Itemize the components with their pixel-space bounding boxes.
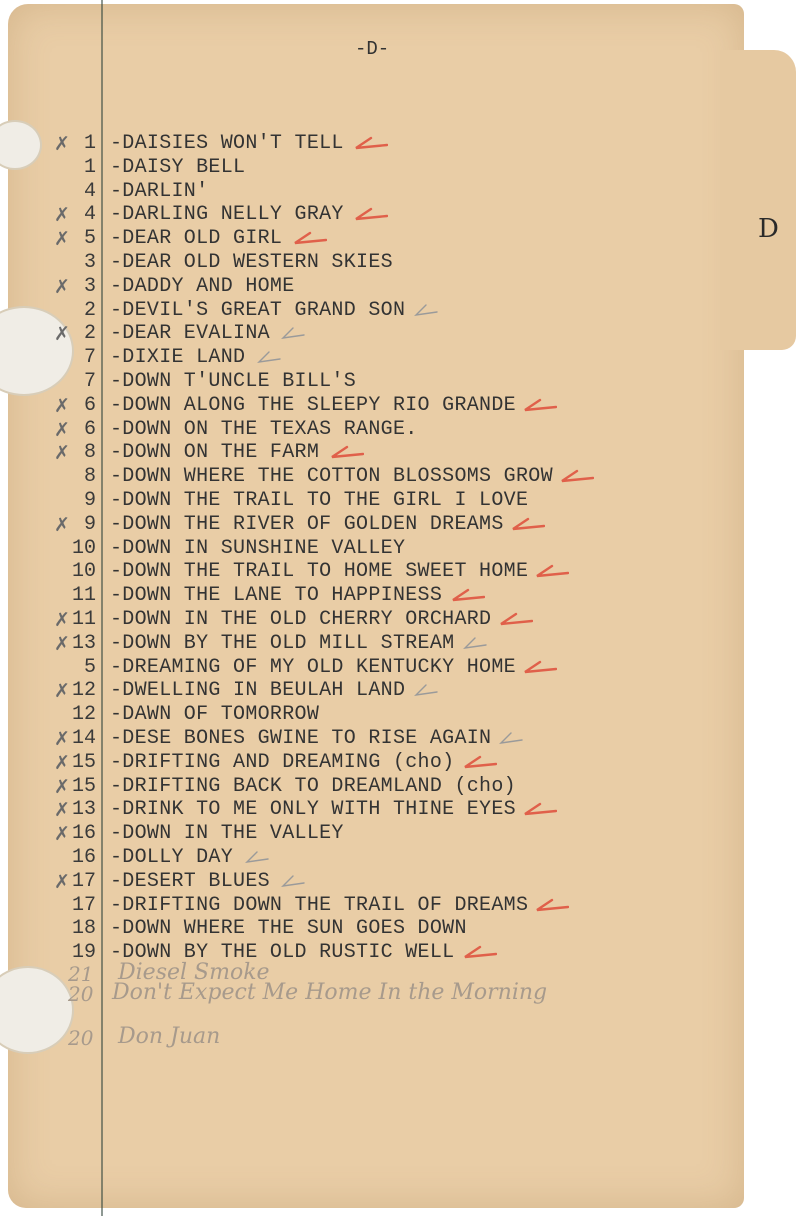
check-mark-icon bbox=[463, 636, 487, 652]
list-item bbox=[0, 560, 720, 584]
page-number: 19 bbox=[71, 941, 96, 965]
check-mark-icon bbox=[414, 303, 438, 319]
tab-letter: D bbox=[758, 214, 779, 244]
list-item bbox=[0, 275, 720, 299]
page-number: 16 bbox=[71, 822, 96, 846]
check-mark-icon bbox=[535, 564, 569, 580]
list-item bbox=[0, 465, 720, 489]
song-title: -DOWN ON THE TEXAS RANGE. bbox=[110, 417, 418, 441]
list-item bbox=[0, 584, 720, 608]
list-item bbox=[0, 489, 720, 513]
check-mark-icon bbox=[560, 469, 594, 485]
page-number: 1 bbox=[83, 132, 96, 155]
x-mark-icon: ✗ bbox=[54, 680, 70, 703]
x-mark-icon: ✗ bbox=[54, 775, 70, 798]
song-title: -DOWN IN THE VALLEY bbox=[110, 822, 344, 846]
index-tab bbox=[720, 50, 796, 350]
song-title: -DOWN IN THE OLD CHERRY ORCHARD bbox=[110, 608, 492, 631]
list-item bbox=[0, 775, 720, 799]
song-title: -DEAR OLD WESTERN SKIES bbox=[110, 251, 393, 274]
x-mark-icon: ✗ bbox=[54, 133, 70, 155]
list-item bbox=[0, 394, 720, 418]
list-item bbox=[0, 656, 720, 680]
check-mark-icon bbox=[293, 231, 327, 247]
list-item bbox=[0, 703, 720, 727]
list-item bbox=[0, 537, 720, 561]
page-number: 2 bbox=[83, 322, 96, 346]
check-mark-icon bbox=[499, 731, 523, 747]
list-item bbox=[0, 251, 720, 275]
song-title: -DOWN BY THE OLD RUSTIC WELL bbox=[110, 941, 455, 965]
song-title: -DESERT BLUES bbox=[110, 869, 270, 893]
page-number: 12 bbox=[71, 703, 96, 727]
page-number: 15 bbox=[71, 774, 96, 798]
x-mark-icon: ✗ bbox=[54, 394, 70, 417]
check-mark-icon bbox=[463, 755, 497, 771]
page-number: 5 bbox=[83, 227, 96, 251]
song-title: -DOWN THE TRAIL TO HOME SWEET HOME bbox=[110, 560, 529, 584]
x-mark-icon: ✗ bbox=[54, 870, 70, 893]
x-mark-icon: ✗ bbox=[54, 751, 70, 774]
song-title: -DIXIE LAND bbox=[110, 346, 246, 370]
song-title: -DARLIN' bbox=[110, 179, 209, 203]
page-number: 7 bbox=[83, 346, 96, 370]
page-number: 12 bbox=[71, 679, 96, 703]
page-number: 4 bbox=[83, 203, 96, 227]
page-number: 8 bbox=[83, 465, 96, 489]
song-title: -DOWN BY THE OLD MILL STREAM bbox=[110, 631, 455, 655]
list-item bbox=[0, 608, 720, 632]
check-mark-icon bbox=[257, 350, 281, 366]
list-item bbox=[0, 679, 720, 703]
check-mark-icon bbox=[523, 802, 557, 818]
song-title: -DADDY AND HOME bbox=[110, 274, 295, 298]
list-item bbox=[0, 513, 720, 537]
list-item bbox=[0, 156, 720, 180]
page-number: 3 bbox=[83, 274, 96, 298]
list-item bbox=[0, 132, 720, 156]
song-title: -DOWN IN SUNSHINE VALLEY bbox=[110, 536, 406, 560]
x-mark-icon: ✗ bbox=[54, 323, 70, 346]
page-number: 14 bbox=[71, 727, 96, 750]
page-number: 6 bbox=[83, 417, 96, 441]
handwritten-title: Diesel Smoke bbox=[118, 960, 270, 985]
song-title: -DOWN ON THE FARM bbox=[110, 441, 320, 465]
page-number: 2 bbox=[83, 298, 96, 322]
page-header: -D- bbox=[355, 38, 390, 60]
song-title: -DOWN WHERE THE COTTON BLOSSOMS GROW bbox=[110, 465, 553, 489]
x-mark-icon: ✗ bbox=[54, 632, 70, 655]
page-number: 17 bbox=[71, 869, 96, 893]
x-mark-icon: ✗ bbox=[54, 823, 70, 846]
page-number: 16 bbox=[71, 846, 96, 869]
x-mark-icon: ✗ bbox=[54, 799, 70, 822]
x-mark-icon: ✗ bbox=[54, 442, 70, 465]
page-number: 6 bbox=[83, 393, 96, 417]
list-item bbox=[0, 941, 720, 965]
song-title: -DAWN OF TOMORROW bbox=[110, 703, 320, 727]
page-number: 10 bbox=[71, 560, 96, 584]
page-number: 17 bbox=[71, 893, 96, 917]
song-title: -DOLLY DAY bbox=[110, 846, 234, 869]
x-mark-icon: ✗ bbox=[54, 418, 70, 441]
list-item bbox=[0, 322, 720, 346]
page-number: 5 bbox=[83, 655, 96, 679]
handwritten-number: 20 bbox=[68, 1026, 94, 1050]
page-number: 8 bbox=[83, 441, 96, 465]
handwritten-number: 20 bbox=[68, 982, 94, 1006]
list-item bbox=[0, 418, 720, 442]
song-title: -DEAR EVALINA bbox=[110, 322, 270, 346]
check-mark-icon bbox=[281, 874, 305, 890]
page-number: 4 bbox=[83, 179, 96, 203]
list-item bbox=[0, 180, 720, 204]
check-mark-icon bbox=[354, 136, 388, 152]
handwritten-title: Don't Expect Me Home In the Morning bbox=[112, 980, 548, 1005]
page-number: 18 bbox=[71, 917, 96, 941]
song-title: -DREAMING OF MY OLD KENTUCKY HOME bbox=[110, 655, 516, 679]
x-mark-icon: ✗ bbox=[54, 609, 70, 631]
list-item bbox=[0, 822, 720, 846]
page-number: 7 bbox=[83, 370, 96, 393]
song-title: -DWELLING IN BEULAH LAND bbox=[110, 679, 406, 703]
list-item bbox=[0, 632, 720, 656]
x-mark-icon: ✗ bbox=[54, 204, 70, 227]
list-item bbox=[0, 846, 720, 870]
page-number: 10 bbox=[71, 536, 96, 560]
list-item bbox=[0, 346, 720, 370]
check-mark-icon bbox=[330, 445, 364, 461]
list-item bbox=[0, 798, 720, 822]
x-mark-icon: ✗ bbox=[54, 275, 70, 298]
x-mark-icon: ✗ bbox=[54, 728, 70, 750]
page-number: 13 bbox=[71, 631, 96, 655]
song-title: -DRIFTING BACK TO DREAMLAND (cho) bbox=[110, 774, 516, 798]
check-mark-icon bbox=[414, 683, 438, 699]
handwritten-title: Don Juan bbox=[118, 1024, 221, 1049]
check-mark-icon bbox=[523, 398, 557, 414]
song-title: -DOWN THE LANE TO HAPPINESS bbox=[110, 584, 443, 608]
list-item bbox=[0, 227, 720, 251]
song-title: -DAISY BELL bbox=[110, 155, 246, 179]
check-mark-icon bbox=[523, 660, 557, 676]
list-item bbox=[0, 917, 720, 941]
list-item bbox=[0, 370, 720, 394]
page-number: 1 bbox=[83, 155, 96, 179]
song-title: -DESE BONES GWINE TO RISE AGAIN bbox=[110, 727, 492, 750]
list-item bbox=[0, 894, 720, 918]
check-mark-icon bbox=[281, 326, 305, 342]
page-number: 15 bbox=[71, 750, 96, 774]
song-title: -DEAR OLD GIRL bbox=[110, 227, 283, 251]
song-title: -DOWN THE RIVER OF GOLDEN DREAMS bbox=[110, 512, 504, 536]
check-mark-icon bbox=[463, 945, 497, 961]
list-item bbox=[0, 203, 720, 227]
song-title: -DARLING NELLY GRAY bbox=[110, 203, 344, 227]
song-title: -DAISIES WON'T TELL bbox=[110, 132, 344, 155]
x-mark-icon: ✗ bbox=[54, 228, 70, 251]
check-mark-icon bbox=[245, 850, 269, 866]
song-title: -DRINK TO ME ONLY WITH THINE EYES bbox=[110, 798, 516, 822]
check-mark-icon bbox=[511, 517, 545, 533]
page-number: 13 bbox=[71, 798, 96, 822]
song-title: -DOWN WHERE THE SUN GOES DOWN bbox=[110, 917, 467, 941]
song-title: -DRIFTING AND DREAMING (cho) bbox=[110, 750, 455, 774]
x-mark-icon: ✗ bbox=[54, 513, 70, 536]
song-title: -DRIFTING DOWN THE TRAIL OF DREAMS bbox=[110, 893, 529, 917]
song-title: -DOWN T'UNCLE BILL'S bbox=[110, 370, 357, 393]
list-item bbox=[0, 299, 720, 323]
list-item bbox=[0, 751, 720, 775]
list-item bbox=[0, 870, 720, 894]
check-mark-icon bbox=[499, 612, 533, 628]
song-title: -DEVIL'S GREAT GRAND SON bbox=[110, 298, 406, 322]
page-number: 9 bbox=[83, 512, 96, 536]
song-title: -DOWN THE TRAIL TO THE GIRL I LOVE bbox=[110, 489, 529, 512]
check-mark-icon bbox=[354, 207, 388, 223]
page-number: 11 bbox=[71, 608, 96, 631]
page-number: 3 bbox=[83, 251, 96, 274]
list-item bbox=[0, 727, 720, 751]
page-number: 11 bbox=[71, 584, 96, 608]
check-mark-icon bbox=[535, 898, 569, 914]
list-item bbox=[0, 441, 720, 465]
check-mark-icon bbox=[451, 588, 485, 604]
page-number: 9 bbox=[83, 489, 96, 512]
song-title: -DOWN ALONG THE SLEEPY RIO GRANDE bbox=[110, 393, 516, 417]
handwritten-number: 21 bbox=[68, 962, 94, 986]
